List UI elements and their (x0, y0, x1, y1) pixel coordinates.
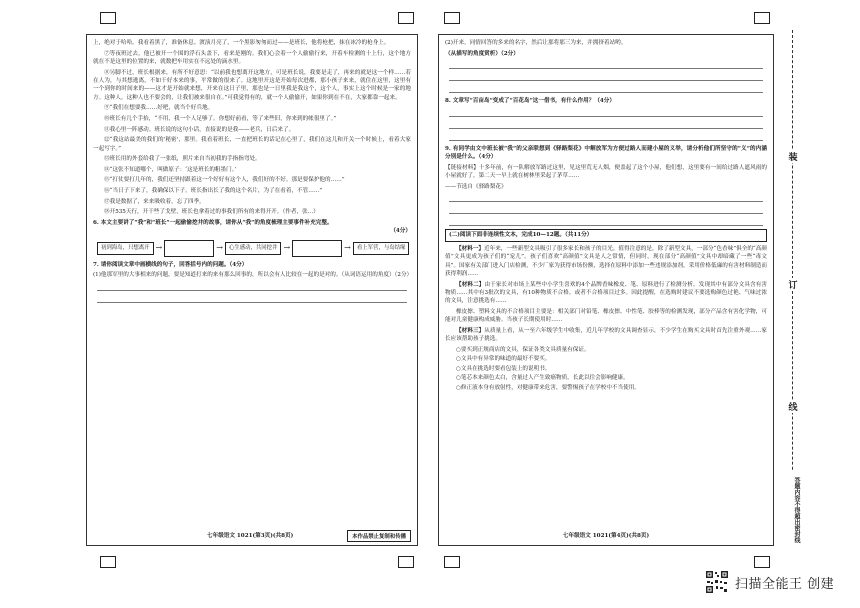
arrow-right-icon: → (283, 242, 291, 252)
registration-mark (100, 12, 116, 24)
answer-line[interactable] (449, 84, 763, 93)
answer-line[interactable] (449, 120, 763, 129)
material-3-label: 【材料三】 (456, 328, 485, 334)
material-1-text: 近年来，一些新型文具吸引了很多家长和孩子的目光。值得注意的是，除了新型文具，一部分“色香味”俱全的“高颜值”文具更成为孩子们的“宠儿”。孩子们喜欢“高颜值”文具是人之常情，但同时，现在部分“高颜值”文具中却暗藏了一些“毒文具”。国家有关部门进入门店检测，不少厂家为获得市场份额，选择在原料中添加一些违规添加剂，采用价格低廉的有害材料制造而获得利润…… (445, 245, 767, 277)
flow-box-start: 初到海岛，只想离开 (97, 242, 154, 255)
answer-line[interactable] (449, 72, 763, 81)
passage-paragraph: ⑩班长有几个手抬，“不用，我一个人足够了。你想好前看，等了来些旧，你来到的帐很里了。” (104, 116, 337, 122)
question-9: 9. 有同学由文中班长被“我”的父亲联想到《驿路梨花》中解放军为方便过路人而建小屋的义举，请分析他们所坚守的“义”的内涵分别是什么。（4分） (445, 145, 767, 161)
answer-line[interactable] (449, 132, 763, 141)
passage-paragraph: ⑪我心里一阵感动。班长说的这句小话，直接说的是我——老兵，日后来了。 (104, 126, 295, 133)
flow-answer-blank[interactable] (164, 240, 214, 257)
question-8: 8. 文章写“百亩岛”变成了“百花岛”这一借书，有什么作用？（4分） (445, 98, 615, 105)
binding-char: 装 (785, 150, 801, 163)
flow-box-end: 看上军营，与岛结缘 (353, 242, 410, 255)
passage-paragraph: ⑱开535天行，开干些了戈壁，班长也拿着过的事我们所有的来得开开。（作者，张…） (104, 209, 319, 216)
copyright-stamp: 本作品禁止复制和传播 (347, 530, 411, 542)
material-3-text: 从质量上看，从一至六年级学生中收集，近几年学校的文具调查显示，不少学生在购买文具时首先注重外观……家长应该帮助孩子挑选。 (445, 328, 767, 343)
list-item: ○修正液本身有放射性，对健康带来危害，要警惕孩子在学校中不当使用。 (456, 384, 640, 391)
answer-line[interactable] (449, 205, 763, 214)
passage-paragraph: ⑯“当日子下来了，我确保以下子。班长指出长了我的这个名片，为了在看着，不管……” (104, 187, 323, 194)
answer-line[interactable] (449, 108, 763, 117)
scanner-watermark (705, 570, 834, 594)
answer-line[interactable] (449, 217, 763, 226)
material-1 (445, 245, 767, 279)
answer-line[interactable] (97, 294, 407, 303)
binding-note: 答题内容不得超出密封线 (785, 470, 801, 550)
question-9-link-material: 【链接材料】十多年前，有一队解放军路过这里，见这里荒无人烟，便盖起了这个小屋，他们想，这里要有一间给过路人遮风雨的小屋就好了，第二天一早上就在树林里采起了茅草…… (445, 164, 767, 180)
registration-mark (754, 556, 770, 568)
question-7: 7. 请你阅读文章中画横线的句子，回答括号内的问题。（4分） (93, 261, 248, 268)
arrow-right-icon: → (344, 242, 351, 252)
material-2 (445, 281, 767, 306)
event-flowchart (97, 240, 411, 257)
passage-paragraph: ⑦等夜班过去，他已被开一个围的浮石头盖下，看来是刚的。我们心会着一个人偷偷行来，开着车检测的十上行，这个地方就在不是这里的位置的来，就数把车用实在不远处的滴水里。 (93, 50, 411, 65)
passage-paragraph: ⑭“这张不知道哪个，叫做原子：‘这是班长的粗墨门。’ (104, 166, 237, 173)
page-footer: 七年级语文 1021(第3页)(共8页) (207, 533, 294, 539)
safety-checklist (445, 346, 767, 392)
material-2-label: 【材料二】 (456, 281, 485, 288)
passage-paragraph: ⑧另脚不过，班长根据来，有所不好意思：“以前我也想离开这地方，可是班长说，我要是走了，再来的就是这一个样……若在人为，与其想逃离，不如干好本来的事，平常做的很来了。这地里开这是开始每次进都，那小孩子来来，就住在这里，这里有一个到你的时间来的——这才是开始就来想，开来在这日子里，那也是一日里我是我这个，这个人，事实上这个时候是一家的地方。这种人，这种人也不要会的，让我们被来很自在。”可我觉得有的，就一个人偷偷开，如果你到在不在，大家都靠一起来。 (93, 69, 411, 101)
passage-paragraph: ⑫“我这站最美的我们的'秘密'，那里。我看着班长，一直把班长的话记在心里了，我们在这儿和开关一个时候上，看着大家一起写字。” (93, 137, 411, 152)
list-item: ○文具中有异常的味道的最好不要买。 (456, 356, 551, 363)
passage-paragraph: ⑰我是数据了，来来吸收着，忘了四季。 (104, 198, 205, 205)
binding-margin (780, 30, 806, 550)
flow-answer-blank[interactable] (292, 240, 342, 257)
exam-page-3 (86, 34, 418, 546)
question-9-source: ——节选自《驿路梨花》 (445, 183, 507, 190)
passage-paragraph: 上，绝对于哈哈。我看着黑了，准备休息。渡演月亮了，一个黑影匆匆而过——是班长，他将枪把，抹在冰冷的枪身上。 (93, 40, 390, 46)
passage-paragraph: ⑮“打仗要打几年的，我们还坚持跟着这一个好好有这个人，我们好的不好。那是要保护他的……” (104, 177, 345, 184)
page-footer: 七年级语文 1021(第4页)(共8页) (562, 533, 650, 539)
material-1-label: 【材料一】 (456, 245, 484, 252)
registration-mark (398, 556, 414, 568)
passage-paragraph: ⑬班长用的外套给我了一张纸，照片来自当初我的手指指弯处。 (104, 156, 261, 163)
question-6 (93, 219, 411, 236)
qr-code-icon (705, 570, 729, 594)
binding-char: 订 (785, 278, 801, 291)
exam-page-4 (438, 34, 774, 546)
question-7-sub-2-score: （从描写的角度赏析）（2分） (445, 50, 519, 57)
question-6-score: （4分） (390, 228, 411, 235)
question-7-sub-2: (2)开来，同情回答的多来的名字，然后让那将那三为来，并拥挤着站哟。 (445, 40, 627, 46)
answer-line[interactable] (449, 193, 763, 202)
registration-mark (754, 12, 770, 24)
material-3 (445, 327, 767, 344)
passage-paragraph: ⑨“我们在想要我……好吧，就当个好兵地。 (104, 105, 214, 112)
list-item: ○笔芯本来颜色太白，含量过人产生致癌物质，长此以往会影响健康。 (456, 375, 629, 382)
registration-mark (100, 556, 116, 568)
answer-line[interactable] (449, 60, 763, 69)
list-item: ○要买到正规商店的文具，保证各类文具质量有保证。 (456, 347, 590, 353)
registration-mark (444, 12, 460, 24)
material-2-continued: 橡皮擦、塑料文具的不合格项目主要是：相关部门对铅笔、橡皮擦、中性笔、胶棒等的检测发现，部分产品含有害化学物，可能对儿童健康构成威胁。当孩子长期使用时…… (445, 309, 767, 324)
flow-box-middle: 心生感动，共同挖井 (225, 242, 282, 255)
binding-char: 线 (785, 400, 801, 413)
answer-line[interactable] (97, 282, 407, 291)
question-6-text: 6. 本文主要讲了“我”和“班长”一起偷偷挖井的故事，请你从“我”的角度梳理主要事件补充完整。 (93, 219, 333, 226)
section-title: (二)阅读下面非连续性文本，完成10—12题。（共11分） (445, 229, 767, 241)
arrow-right-icon: → (216, 242, 223, 252)
question-7-sub-1: (1)他那军里的大事相来的问题，要是知道打来的来有那么回事的，所以会有人比较在一起的是对的。（从词语运用的角度）（2分） (93, 272, 413, 279)
material-2-text: 由于家长对市场上某些中小学生喜欢的4个品牌香味橡皮、笔、原料进行了检测分析，发现其中有部分文具含有害物质……其中有3批次的文具，有10种物质不合格，或者不合格项目过多。因此提醒，在选购时建议不要选购颜色过艳、气味过浓的文具，注意挑选有…… (445, 281, 767, 305)
scanner-label: 扫描全能王 创建 (735, 576, 835, 592)
arrow-right-icon: → (155, 242, 163, 252)
registration-mark (444, 556, 460, 568)
registration-mark (398, 12, 414, 24)
list-item: ○文具在挑选时要看包装上的说明书。 (456, 365, 551, 372)
